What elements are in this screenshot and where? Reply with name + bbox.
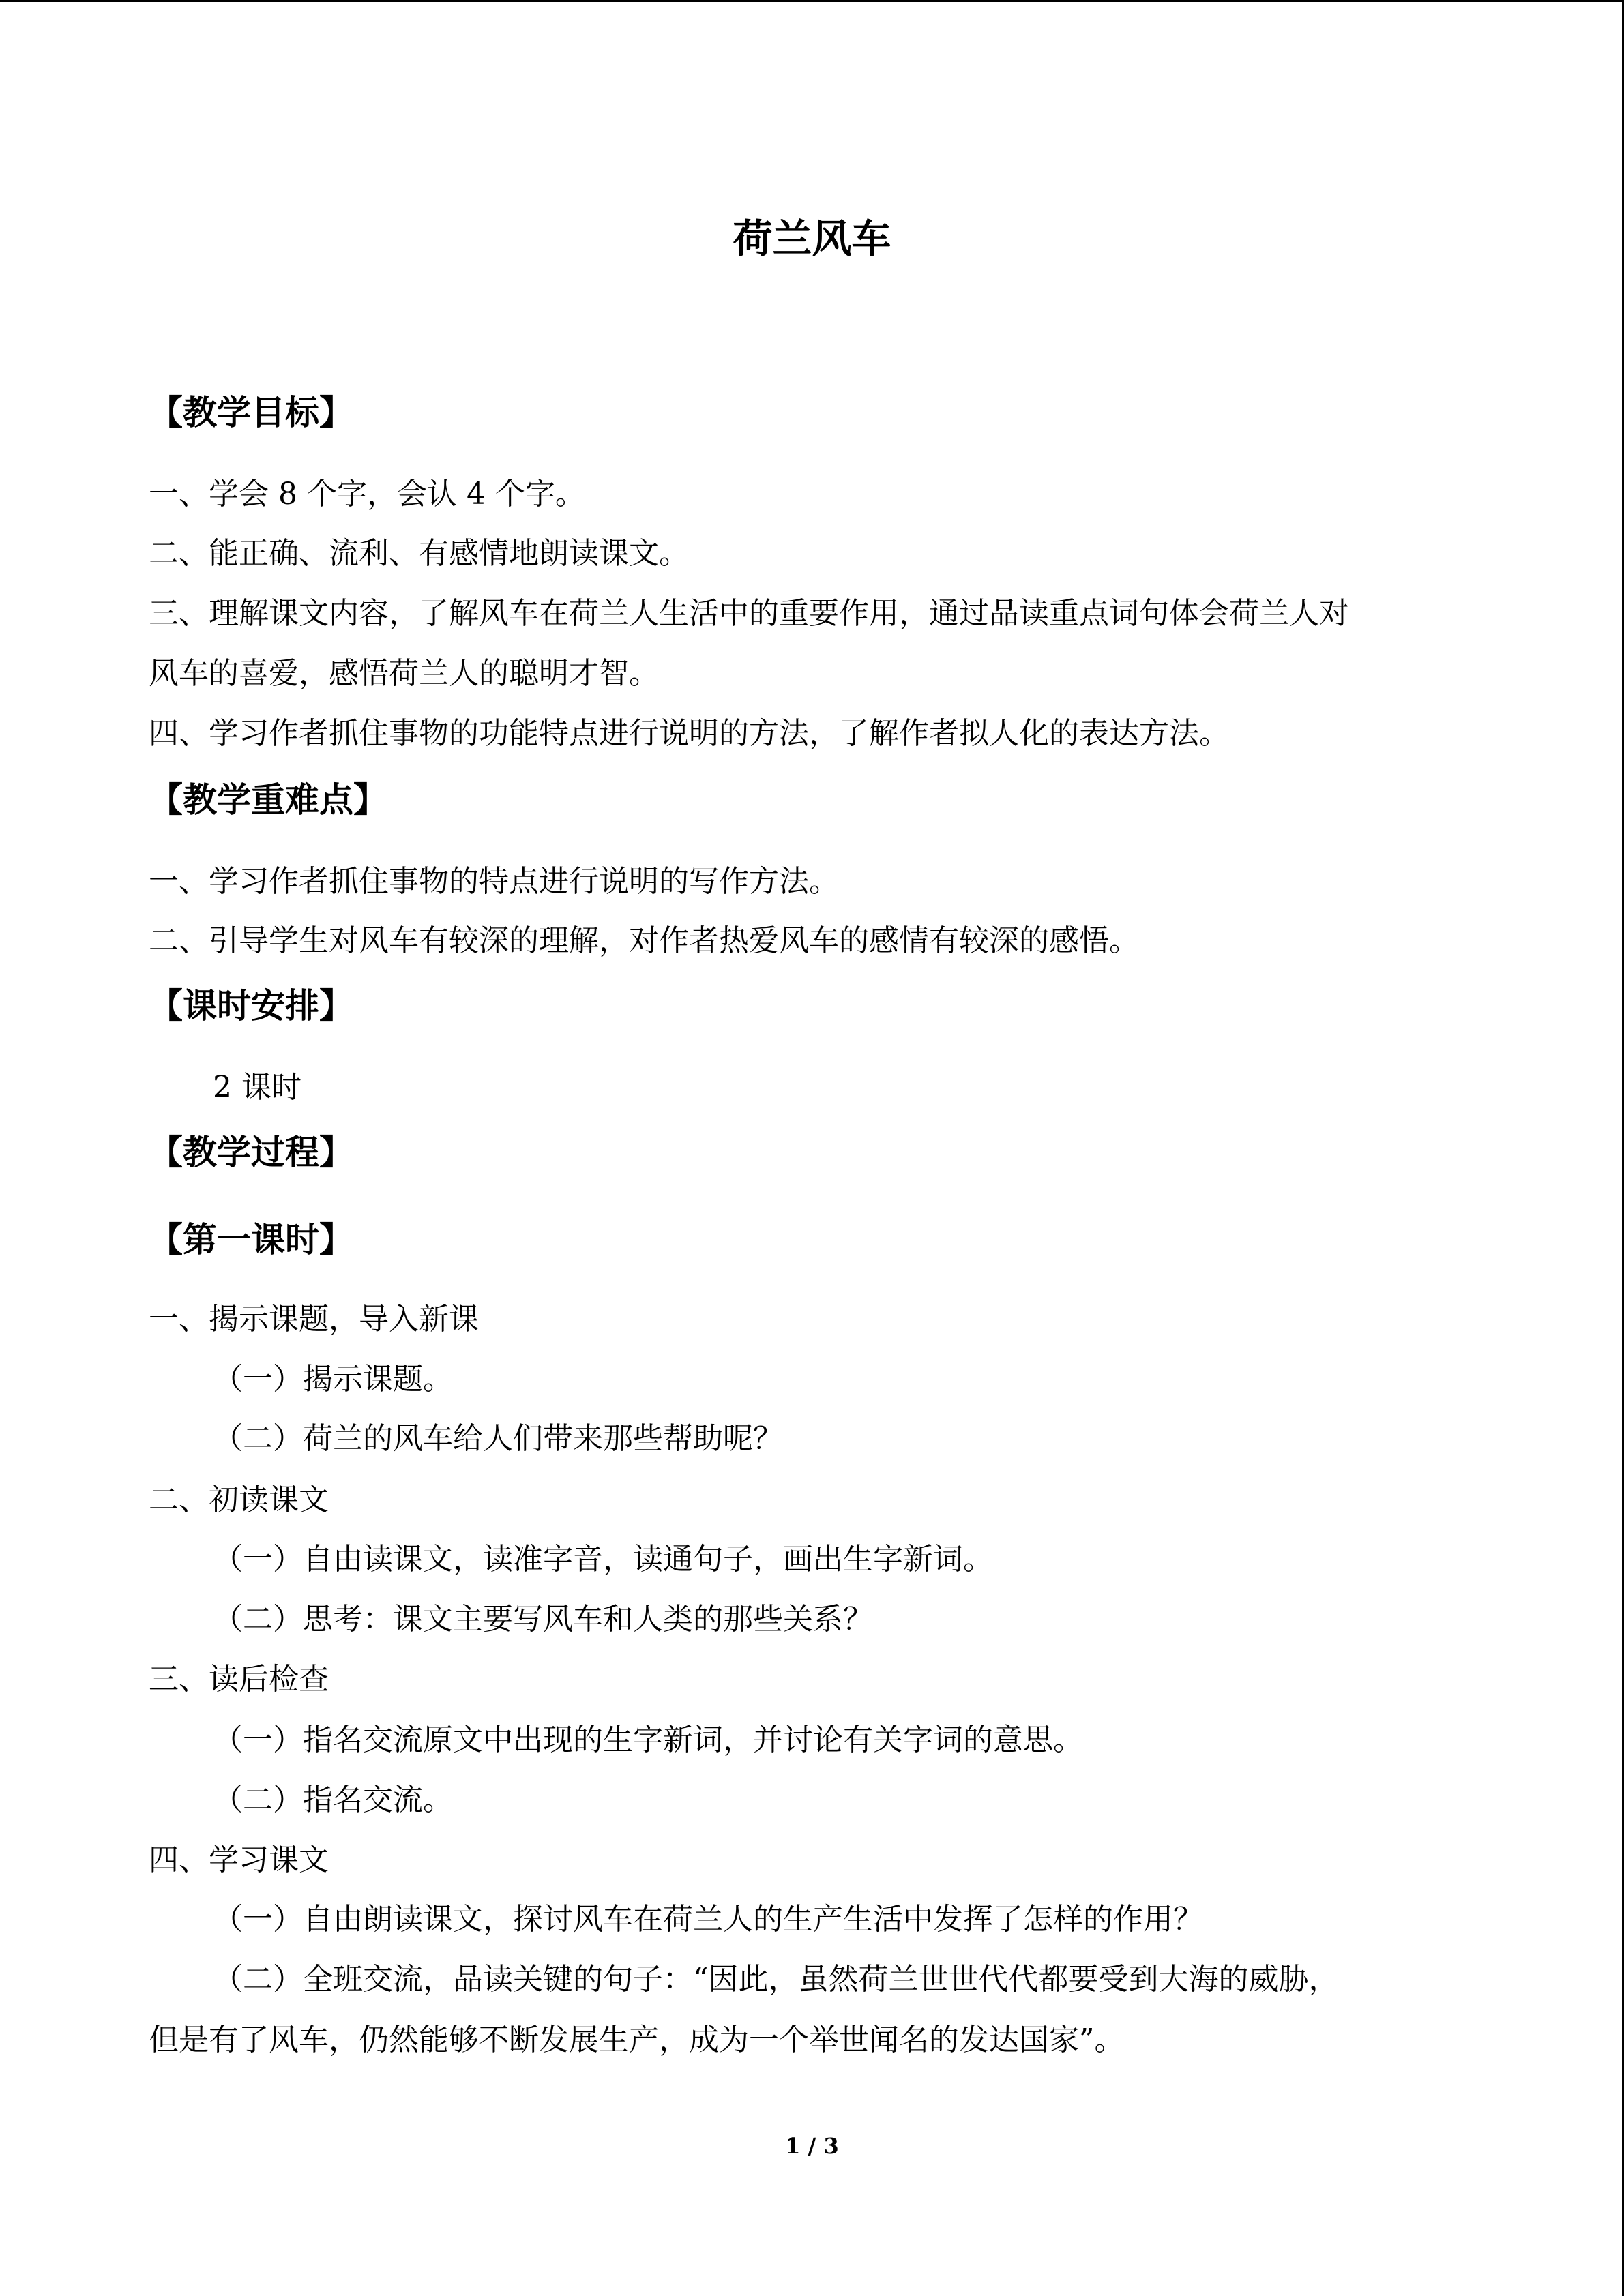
objective-line: 二、能正确、流利、有感情地朗读课文。 <box>149 536 689 571</box>
lesson-line: （二）指名交流。 <box>213 1783 453 1817</box>
lesson-line: （一）揭示课题。 <box>213 1362 453 1397</box>
lesson-line: 三、读后检查 <box>149 1662 329 1697</box>
lesson-line: 四、学习课文 <box>149 1843 329 1877</box>
objective-line: 一、学会 8 个字，会认 4 个字。 <box>149 477 585 511</box>
lesson-line: 一、揭示课题，导入新课 <box>149 1302 479 1337</box>
heading-lesson-1: 【第一课时】 <box>149 1220 353 1259</box>
objective-line: 四、学习作者抓住事物的功能特点进行说明的方法，了解作者拟人化的表达方法。 <box>149 716 1229 751</box>
heading-schedule: 【课时安排】 <box>149 986 353 1026</box>
schedule-text: 2 课时 <box>213 1070 301 1105</box>
page-number: 1 / 3 <box>785 2133 839 2159</box>
lesson-line: 但是有了风车，仍然能够不断发展生产，成为一个举世闻名的发达国家”。 <box>149 2023 1125 2057</box>
lesson-line: （一）自由朗读课文，探讨风车在荷兰人的生产生活中发挥了怎样的作用？ <box>213 1902 1203 1937</box>
lesson-line: （一）指名交流原文中出现的生字新词，并讨论有关字词的意思。 <box>213 1723 1083 1757</box>
objective-line: 三、理解课文内容，了解风车在荷兰人生活中的重要作用，通过品读重点词句体会荷兰人对 <box>149 596 1349 631</box>
lesson-line: （一）自由读课文，读准字音，读通句子，画出生字新词。 <box>213 1542 993 1577</box>
page-border-top <box>0 0 1624 2</box>
key-point-line: 二、引导学生对风车有较深的理解，对作者热爱风车的感情有较深的感悟。 <box>149 923 1139 958</box>
lesson-line: 二、初读课文 <box>149 1482 329 1517</box>
page-title: 荷兰风车 <box>733 215 891 262</box>
objective-line: 风车的喜爱，感悟荷兰人的聪明才智。 <box>149 656 659 691</box>
heading-objectives: 【教学目标】 <box>149 393 353 432</box>
heading-process: 【教学过程】 <box>149 1133 353 1172</box>
lesson-line: （二）思考：课文主要写风车和人类的那些关系？ <box>213 1602 873 1637</box>
key-point-line: 一、学习作者抓住事物的特点进行说明的写作方法。 <box>149 864 839 899</box>
heading-key-points: 【教学重难点】 <box>149 780 387 820</box>
lesson-line: （二）荷兰的风车给人们带来那些帮助呢？ <box>213 1421 783 1456</box>
lesson-line: （二）全班交流，品读关键的句子：“因此，虽然荷兰世世代代都要受到大海的威胁， <box>213 1962 1339 1997</box>
